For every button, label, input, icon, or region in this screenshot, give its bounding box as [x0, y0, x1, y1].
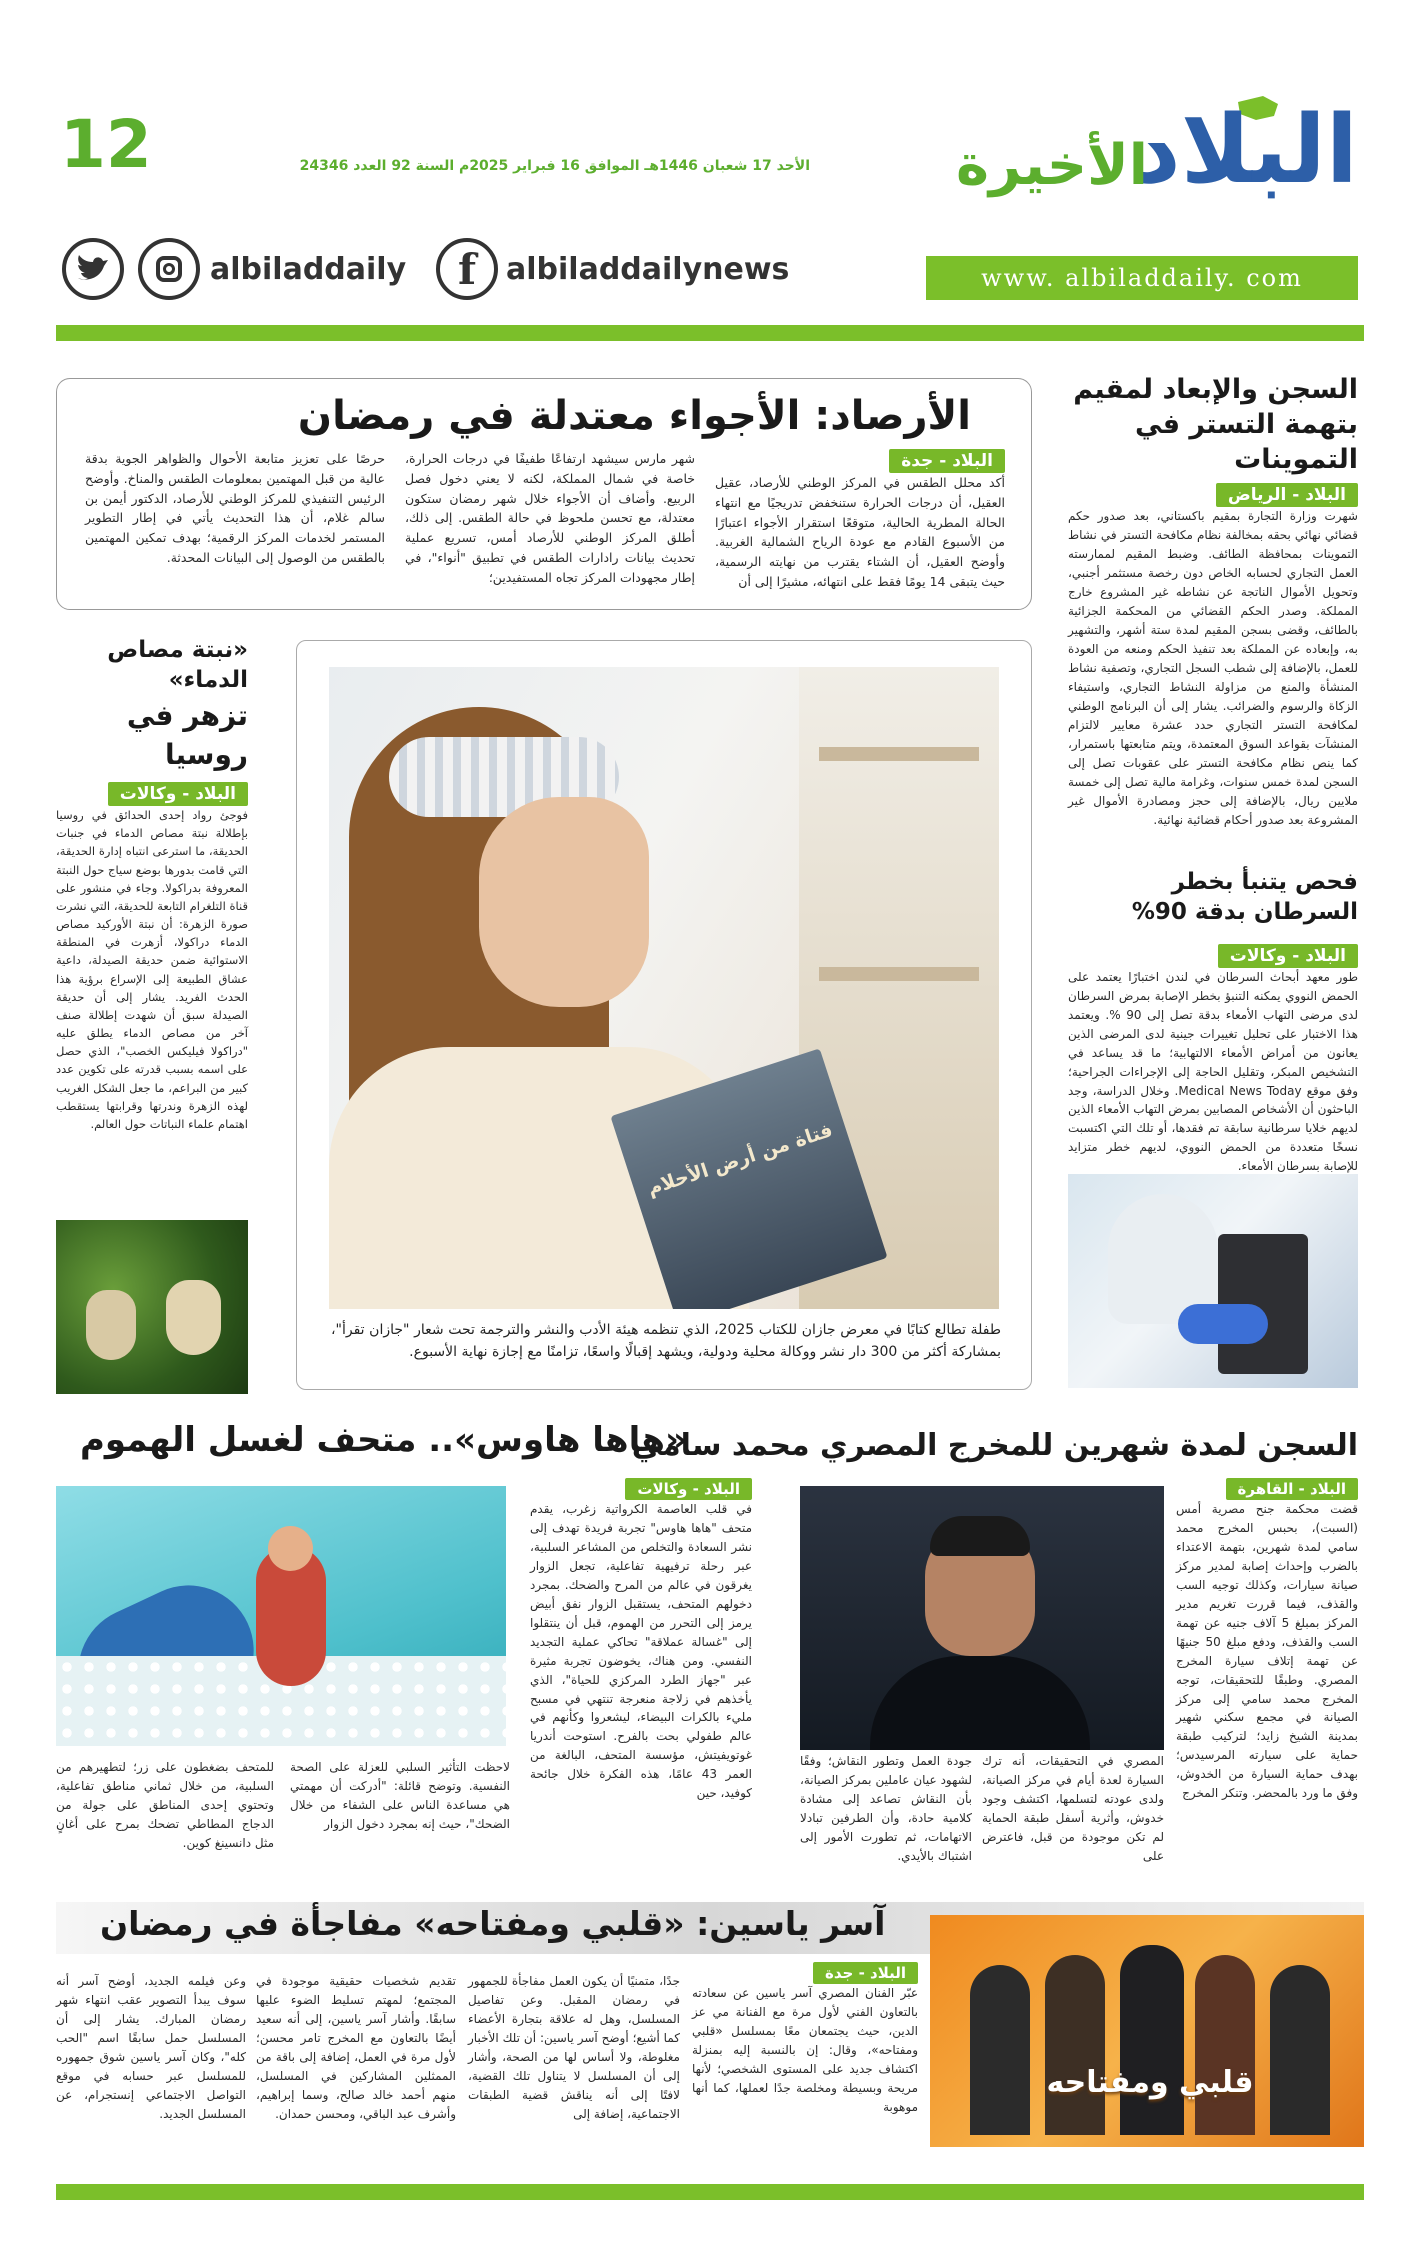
yassin-tag: البلاد - جدة [813, 1962, 918, 1984]
twitter-handle[interactable]: albiladdaily [210, 251, 407, 287]
prison-tag: البلاد - الرياض [1216, 483, 1358, 507]
lab-photo [1068, 1174, 1358, 1388]
cancer-body: طور معهد أبحاث السرطان في لندن اختبارًا يعتمد على الحمض النووي يمكنه التنبؤ بخطر الإصابة بمرض السرطان لدى مرضى التهاب الأمعاء بدقة تصل إلى 90 %. ويعتمد هذا الاختبار على تحليل تغييرات جينية لدى المرضى الذين يعانون من أمراض الأمعاء الالتهابية؛ ما قد يساعد في التشخيص المبكر، وتقليل الحاجة إلى الإجراءات الجراحية؛ وفق موقع Medical News Today. وخلال الدراسة، وجد الباحثون أن الأشخاص المصابين بمرض التهاب الأمعاء الذين لديهم خلايا سرطانية سابقة تم فقدها، أو تلك التي اكتسبت نسخًا متعددة من الحمض النووي، لديهم خطر متزايد للإصابة بسرطان الأمعاء. [1068, 969, 1359, 1174]
footer-divider [56, 2184, 1364, 2200]
yassin-col-4: وعن فيلمه الجديد، أوضح آسر أنه سوف يبدأ التصوير عقب انتهاء شهر رمضان المبارك. يشار إلى أن المسلسل حمل سابقًا اسم "الحب كله"، وكان آسر ياسين شوق جمهوره للمسلسل عبر حسابه في موقع التواصل الاجتماعي إنستجرام، عن المسلسل الجديد. [56, 1974, 246, 2121]
main-photo-frame [296, 640, 1032, 1390]
prison-body: شهرت وزارة التجارة بمقيم باكستاني، بعد صدور حكم قضائي نهائي بحقه بمخالفة نظام مكافحة التستر في نشاط التموينات بمحافظة الطائف. وضبط المقيم لممارسته العمل التجاري لحسابه الخاص دون رخصة مستثمر أجنبي، وتحويل الأموال الناتجة عن نشاطه غير المشروع خارج المملكة. وصدر الحكم القضائي من المحكمة الجزائية بالطائف، وقضى بسجن المقيم لمدة ستة أشهر، والتشهير به، وإبعاده عن المملكة بعد تنفيذ الحكم ومنعه من العودة للعمل، بالإضافة إلى شطب السجل التجاري، وتصفية نشاط المنشأة والمنع من مزاولة النشاط التجاري، واستيفاء الزكاة والرسوم والضرائب. يشار إلى أن البرنامج الوطني لمكافحة التستر التجاري حدد عشرة معايير لالتزام المنشآت بقواعد السوق المعتمدة، ويتم متابعتها باستمرار، كما ينص نظام مكافحة التستر على عقوبات تصل إلى السجن لمدة خمس سنوات، وغرامة مالية تصل إلى خمسة ملايين ريال، بالإضافة إلى حجز ومصادرة الأموال غير المشروعة بعد صدور أحكام قضائية نهائية. [1068, 509, 1358, 827]
director-col-2: المصري في التحقيقات، أنه ترك السيارة لعدة أيام في مركز الصيانة، ولدى عودته لتسلمها، اكتشف وجود خدوش، وأثرية أسفل طبقة الحماية لم تكن موجودة من قبل، فاعترض على [982, 1754, 1164, 1863]
orchid-tag: البلاد - وكالات [108, 782, 248, 806]
weather-col-2: شهر مارس سيشهد ارتفاعًا طفيفًا في درجات الحرارة، خاصة في شمال المملكة، لكنه لا يعني دخول فصل الربيع. وأضاف أن الأجواء خلال شهر رمضان ستكون معتدلة، مع تحسن ملحوظ في حالة الطقس. إلى ذلك، أطلق المركز الوطني للأرصاد أمس، تسريع عملية تحديث بيانات رادارات الطقس في تطبيق "أنواء"، في إطار مجهودات المركز تجاه المستفيدين؛ [405, 451, 695, 585]
main-photo-caption: طفلة تطالع كتابًا في معرض جازان للكتاب 2025، الذي تنظمه هيئة الأدب والنشر والترجمة تحت شعار "جازان تقرأ"، بمشاركة أكثر من 300 دار نشر ووكالة محلية ودولية، ويشهد إقبالًا واسعًا، تزامنًا مع إجازة نهاية الأسبوع. [331, 1322, 1001, 1361]
director-col-1: قضت محكمة جنح مصرية أمس (السبت)، بحبس المخرج محمد سامي لمدة شهرين، بتهمة الاعتداء بالضرب وإحداث إصابة لمدير مركز صيانة سيارات، وكذلك توجيه السب والقذف، فيما قررت تغريم مدير المركز بمبلغ 5 آلاف جنيه عن تهمة السب والقذف، ودفع مبلغ 50 جنيهًا عن تهمة إتلاف سيارة المخرج المصري. وطبقًا للتحقيقات، توجه المخرج محمد سامي إلى مركز الصيانة في مجمع سكني شهير بمدينة الشيخ زايد؛ لتركيب طبقة حماية على سيارته المرسيدس؛ بهدف حماية السيارة من الخدوش، وفق ما ورد بالمحضر. وتنكر المخرج [1176, 1502, 1358, 1801]
museum-col-1-wrap [530, 1478, 752, 1803]
director-col-1-wrap [1176, 1478, 1358, 1803]
weather-col-3: حرصًا على تعزيز متابعة الأحوال والظواهر الجوية بدقة عالية من قبل المهتمين بمعلومات الطقس والمناخ. وأوضح الرئيس التنفيذي للمركز الوطني للأرصاد، الدكتور أيمن بن سالم غلام، أن هذا التحديث يأتي في إطار التطوير المستمر لخدمات المركز الرقمية؛ بهدف تمكين المهتمين بالطقس من الوصول إلى البيانات المحدثة. [85, 451, 385, 565]
prison-article [1068, 372, 1358, 829]
yassin-col-1-wrap [692, 1962, 918, 2117]
museum-tag: البلاد - وكالات [625, 1478, 752, 1500]
director-photo [800, 1486, 1164, 1750]
masthead [0, 0, 1420, 350]
museum-photo [56, 1486, 506, 1746]
website-bar[interactable] [926, 256, 1358, 300]
instagram-link[interactable] [138, 238, 406, 300]
orchid-title-1: «نبتة مصاص الدماء» [107, 637, 248, 693]
director-title: السجن لمدة شهرين للمخرج المصري محمد سامي [631, 1428, 1358, 1463]
weather-tag: البلاد - جدة [889, 449, 1005, 473]
yassin-poster [930, 1915, 1364, 2147]
section-title: الأخيرة [955, 133, 1148, 198]
twitter-icon[interactable] [62, 238, 124, 300]
yassin-col-1: عبّر الفنان المصري آسر ياسين عن سعادته بالتعاون الفني لأول مرة مع الفنانة مي عز الدين، حيث يجتمعان معًا بمسلسل «قلبي ومفتاحه»، وقال: إن بالنسبة إليه بمنزلة اكتشاف جديد على المستوى الشخصي؛ لأنها مريحة وبسيطة ومخلصة جدًا لعملها، كما أنها موهوبة [692, 1986, 918, 2114]
weather-col-1: أكد محلل الطقس في المركز الوطني للأرصاد، عقيل العقيل، أن درجات الحرارة ستنخفض تدريجيًا مع انتهاء الحالة المطرية الحالية، متوقعًا استقرار الأجواء اعتبارًا من الأسبوع القادم مع عودة الرياح الشمالية الغربية. وأوضح العقيل، أن الشتاء يقترب من نهايته الرسمية، حيث يتبقى 14 يومًا فقط على انتهائه، مشيرًا إلى أن [715, 475, 1005, 589]
logo [1132, 90, 1358, 210]
museum-col-3: للمتحف بضغطون على زر؛ لتطهيرهم من السلبية، من خلال ثماني مناطق تفاعلية، وتحتوي إحدى المناطق على جولة من الدجاج المطاطي تضحك بمرح على أغانٍ مثل دانسينغ كوين. [56, 1760, 274, 1850]
header-divider [56, 325, 1364, 341]
museum-title: «هاها هاوس».. متحف لغسل الهموم [80, 1420, 687, 1460]
museum-col-1: في قلب العاصمة الكرواتية زغرب، يقدم متحف "هاها هاوس" تجربة فريدة تهدف إلى نشر السعادة والتخلص من المشاعر السلبية، عبر رحلة ترفيهية تفاعلية، تجعل الزوار يغرقون في عالم من المرح والضحك. بمجرد دخولهم المتحف، يستقبل الزوار نفق أبيض يرمز إلى التحرر من الهموم، قبل أن ينتقلوا إلى "غسالة عملاقة" تحاكي عملية التجديد النفسي. ومن هناك، يخوضون تجربة مثيرة عبر "جهاز الطرد المركزي للحياة"، الذي يأخذهم في زلاجة منعرجة تنتهي في مسبح مليء بالكرات البيضاء، ليشعروا وكأنهم في عالم طفولي بحت بالفرح. استوحت أندريا غوتويفيتش، مؤسسة المتحف، البالغة من العمر 43 عامًا، هذه الفكرة خلال جائحة كوفيد، حين [530, 1502, 753, 1801]
instagram-icon [138, 238, 200, 300]
logo-text: البلاد [1132, 96, 1358, 205]
cancer-tag: البلاد - وكالات [1218, 944, 1358, 968]
facebook-icon: f [436, 238, 498, 300]
prison-title-1: السجن والإبعاد لمقيم [1073, 374, 1358, 405]
orchid-title-2: تزهر في روسيا [126, 698, 248, 771]
orchid-photo [56, 1220, 248, 1394]
facebook-handle[interactable]: albiladdailynews [506, 251, 790, 287]
museum-col-2: لاحظت التأثير السلبي للعزلة على الصحة النفسية. وتوضح قائلة: "أدركت أن مهمتي هي مساعدة الناس على الشفاء من خلال الضحك"، حيث إنه بمجرد دخول الزوار [290, 1760, 510, 1831]
website-url[interactable]: www. albiladdaily. com [981, 264, 1303, 292]
weather-article [56, 378, 1032, 610]
prison-title-2: بتهمة التستر في التموينات [1135, 409, 1358, 476]
director-col-3: جودة العمل وتطور النقاش؛ وفقًا لشهود عيان عاملين بمركز الصيانة، بأن النقاش تصاعد إلى مشادة كلامية حادة، وأن الطرفين تبادلا الاتهامات، ثم تطورت الأمور إلى اشتباك بالأيدي. [800, 1754, 972, 1863]
yassin-col-3: تقديم شخصيات حقيقية موجودة في المجتمع؛ لمهتم تسليط الضوء عليها سابقًا. وأشار آسر ياسين، إلى أنه سعيد أيضًا بالتعاون مع المخرج تامر محسن؛ لأول مرة في العمل، إضافة إلى باقة من الممثلين المشاركين في المسلسل، منهم أحمد خالد صالح، وسما إبراهيم، وأشرف عبد الباقي، ومحسن حمدان. [256, 1974, 456, 2121]
yassin-title: آسر ياسين: «قلبي ومفتاحه» مفاجأة في رمضان [100, 1904, 886, 1943]
yassin-col-2: جدًا، متمنيًا أن يكون العمل مفاجأة للجمهور في رمضان المقبل. وعن تفاصيل المسلسل، وهل له علاقة بتجارة الأعضاء كما أشيع؛ أوضح آسر ياسين: أن تلك الأخبار مغلوطة، ولا أساس لها من الصحة، وأشار إلى أن المسلسل لا يتناول تلك القضية، لافتًا إلى أنه يناقش قضية الطبقات الاجتماعية، إضافة إلى [468, 1974, 680, 2121]
poster-title: قلبي ومفتاحه [1046, 2065, 1254, 2100]
cancer-title: فحص يتنبأ بخطر السرطان بدقة 90% [1131, 869, 1358, 925]
facebook-link[interactable] [436, 238, 789, 300]
date-line: الأحد 17 شعبان 1446هـ الموافق 16 فبراير 2025م السنة 92 العدد 24346 [299, 158, 810, 174]
orchid-body: فوجئ رواد إحدى الحدائق في روسيا بإطلالة نبتة مصاص الدماء في جنبات الحديقة، ما استرعى انتباه إدارة الحديقة، التي قامت بدورها بوضع سياج حول النبتة المعروفة بدراكولا. وجاء في منشور على قناة التلغرام التابعة للحديقة، التي نشرت صورة الزهرة: أن نبتة الأوركيد مصاص الدماء دراكولا، أزهرت في المنطقة الاستوائية ضمن حديقة الصيدلة، داعية عشاق الطبيعة إلى الإسراع برؤية هذا الحدث الفريد. يشار إلى أن حديقة الصيدلة سبق أن شهدت إطلالة صنف آخر من مصاص الدماء يطلق عليه "دراكولا فيليكس الخصب"، الذي حصل على اسمه بسبب قدرته على تكوين عدد كبير من البراعم، ما جعل الشكل الغريب لهذه الزهرة وندرتها وقرابتها يستقطب اهتمام علماء النباتات حول العالم. [56, 808, 248, 1131]
director-tag: البلاد - القاهرة [1226, 1478, 1358, 1500]
main-photo [329, 667, 999, 1309]
weather-title: الأرصاد: الأجواء معتدلة في رمضان [297, 393, 971, 439]
orchid-article [56, 636, 248, 1133]
page-number: 12 [60, 106, 152, 183]
book-title: فتاة من أرض الأحلام [644, 1119, 836, 1200]
cancer-article [1068, 868, 1358, 1176]
